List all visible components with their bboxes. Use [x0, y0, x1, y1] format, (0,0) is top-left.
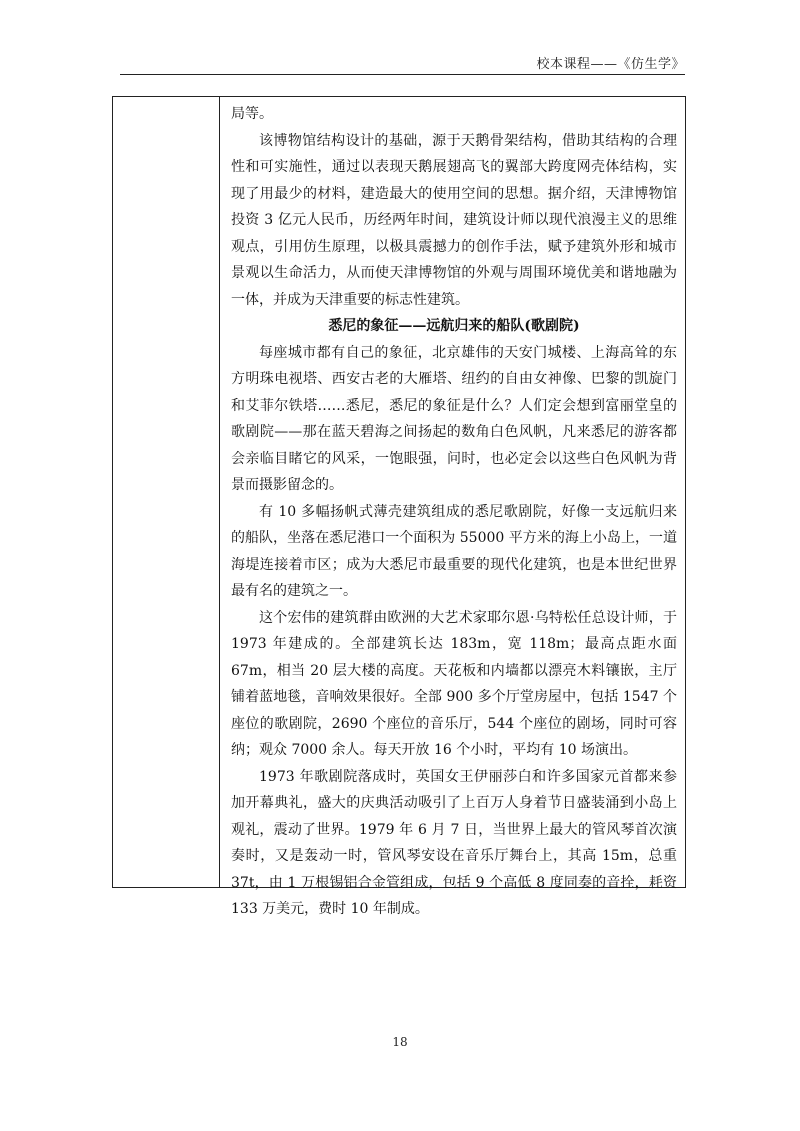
- paragraph-museum-structure: 该博物馆结构设计的基础，源于天鹅骨架结构，借助其结构的合理性和可实施性，通过以表现天鹅展翅高飞的翼部大跨度网壳体结构，实现了用最少的材料，建造最大的使用空间的思想。据介绍，天津博物馆投资 3 亿元人民币，历经两年时间，建筑设计师以现代浪漫主义的思维观点，引用仿生原理，以极具震撼力的创作手法，赋予建筑外形和城市景观以生命活力，从而使天津博物馆的外观与周围环境优美和谐地融为一体，并成为天津重要的标志性建筑。: [231, 132, 677, 308]
- paragraph-opera-house-design: 这个宏伟的建筑群由欧洲的大艺术家耶尔恩·乌特松任总设计师，于 1973 年建成的。全部建筑长达 183m，宽 118m；最高点距水面 67m，相当 20 层大楼的高度。天花板和内墙都以漂亮木料镶嵌，主厅铺着蓝地毯，音响效果很好。全部 900 多个厅堂房屋中，包括 1547 个座位的歌剧院，2690 个座位的音乐厅，544 个座位的剧场，同时可容纳；观众 7000 余人。每天开放 16 个小时，平均有 10 场演出。: [231, 609, 677, 758]
- section-title: 悉尼的象征——远航归来的船队(歌剧院): [328, 318, 580, 334]
- content-table: [112, 96, 686, 917]
- page-number: 18: [392, 1035, 408, 1049]
- header-rule: [120, 74, 685, 75]
- column-divider: [219, 97, 220, 887]
- running-header: 校本课程——《仿生学》: [536, 57, 685, 72]
- paragraph-city-symbols: 每座城市都有自己的象征，北京雄伟的天安门城楼、上海高耸的东方明珠电视塔、西安古老的大雁塔、纽约的自由女神像、巴黎的凯旋门和艾菲尔铁塔……悉尼，悉尼的象征是什么？人们定会想到富丽堂皇的歌剧院——那在蓝天碧海之间扬起的数角白色风帆，凡来悉尼的游客都会亲临目睹它的风采，一饱眼强，问时，也必定会以这些白色风帆为背景而摄影留念的。: [231, 344, 677, 493]
- table-cell-content: [231, 101, 677, 923]
- paragraph-continuation: 局等。: [231, 106, 273, 122]
- paragraph-opening-ceremony: 1973 年歌剧院落成时，英国女王伊丽莎白和许多国家元首都来参加开幕典礼，盛大的庆典活动吸引了上百万人身着节日盛装涌到小岛上观礼，震动了世界。1979 年 6 月 7 日，当世界上最大的管风琴首次演奏时，又是轰动一时，管风琴安设在音乐厅舞台上，其高 15m，总重 37t，由 1 万根锡铝合金管组成，包括 9 个高低 8 度同奏的音拴，耗资 133 万美元，费时 10 年制成。: [231, 768, 677, 917]
- paragraph-opera-house-overview: 有 10 多幅扬帆式薄壳建筑组成的悉尼歌剧院，好像一支远航归来的船队，坐落在悉尼港口一个面积为 55000 平方米的海上小岛上，一道海堤连接着市区；成为大悉尼市最重要的现代化建筑，也是本世纪世界最有名的建筑之一。: [231, 503, 677, 599]
